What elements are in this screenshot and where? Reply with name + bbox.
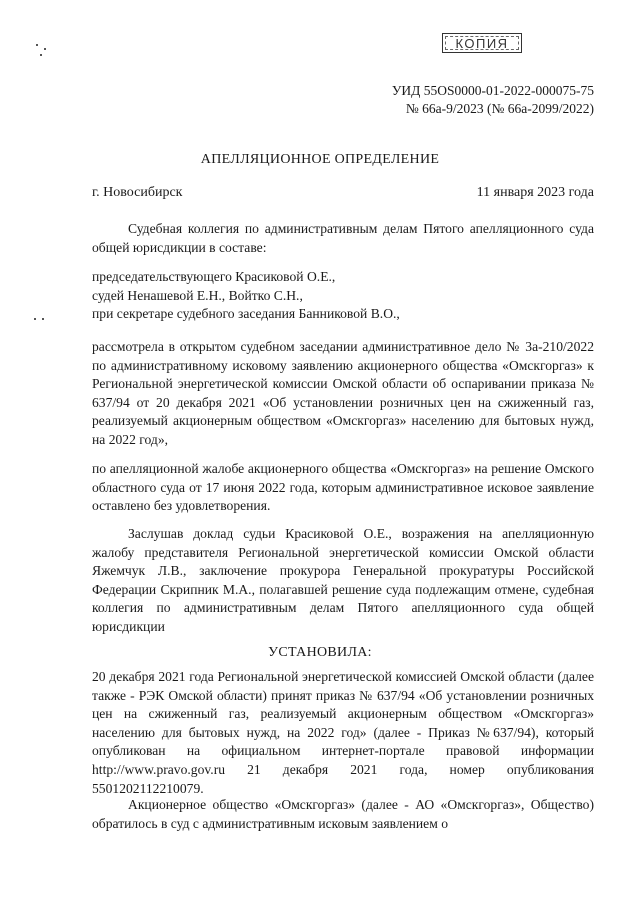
scan-speck [34,318,36,320]
scan-speck [40,54,42,56]
scan-speck [36,44,38,46]
hearing-paragraph: Заслушав доклад судьи Красиковой О.Е., возражения на апелляционную жалобу представителя Региональной энергетической комиссии Омской области Яжемчук Л.В., заключение прокурора Генеральной прокуратуры Российской Федерации Скрипник М.А., полагавшей решение суда подлежащим отмене, судебная коллегия по административным делам Пятого апелляционного суда общей юрисдикции [92,526,594,634]
case-identifiers [392,82,594,118]
case-number: № 66а-9/2023 (№ 66а-2099/2022) [405,101,594,116]
established-paragraph-2: Акционерное общество «Омскгоргаз» (далее - АО «Омскгоргаз», Общество) обратилось в суд с административным исковым заявлением о [92,797,594,831]
copy-stamp: КОПИЯ [442,33,522,53]
composition-line: председательствующего Красиковой О.Е., [92,269,336,284]
date: 11 января 2023 года [476,185,594,200]
intro-paragraph: Судебная коллегия по административным делам Пятого апелляционного суда общей юрисдикции в составе: [92,221,594,255]
established-paragraph-1: 20 декабря 2021 года Региональной энергетической комиссией Омской области (далее также - РЭК Омской области) принят приказ № 637/94 «Об установлении розничных цен на сжиженный газ, реализуемый акционерным обществом «Омскгоргаз» населению для бытовых нужд, на 2022 год» (далее - Приказ №637/94), который опубликован на официальном интернет-портале правовой информации http://www.pravo.gov.ru 21 декабря 2021 года, номер опубликования 5501202112210079. [92,669,594,796]
court-composition [92,268,594,324]
scan-speck [42,318,44,320]
uid-number: УИД 55OS0000-01-2022-000075-75 [391,83,594,98]
document-title: АПЕЛЛЯЦИОННОЕ ОПРЕДЕЛЕНИЕ [200,152,440,167]
appeal-paragraph: по апелляционной жалобе акционерного общества «Омскгоргаз» на решение Омского областного суда от 17 июня 2022 года, которым административное исковое заявление оставлено без удовлетворения. [92,461,594,514]
considered-paragraph: рассмотрела в открытом судебном заседании административное дело № 3а-210/2022 по административному исковому заявлению акционерного общества «Омскгоргаз» к Региональной энергетической комиссии Омской области об оспаривании приказа № 637/94 от 20 декабря 2021 «Об установлении розничных цен на сжиженный газ, реализуемый акционерным обществом «Омскгоргаз» населению для бытовых нужд, на 2022 год», [92,339,594,447]
scan-speck [44,48,46,50]
place: г. Новосибирск [92,185,183,200]
composition-line: при секретаре судебного заседания Банниковой В.О., [92,306,400,322]
section-title: УСТАНОВИЛА: [268,645,372,660]
composition-line: судей Ненашевой Е.Н., Войтко С.Н., [92,287,303,303]
